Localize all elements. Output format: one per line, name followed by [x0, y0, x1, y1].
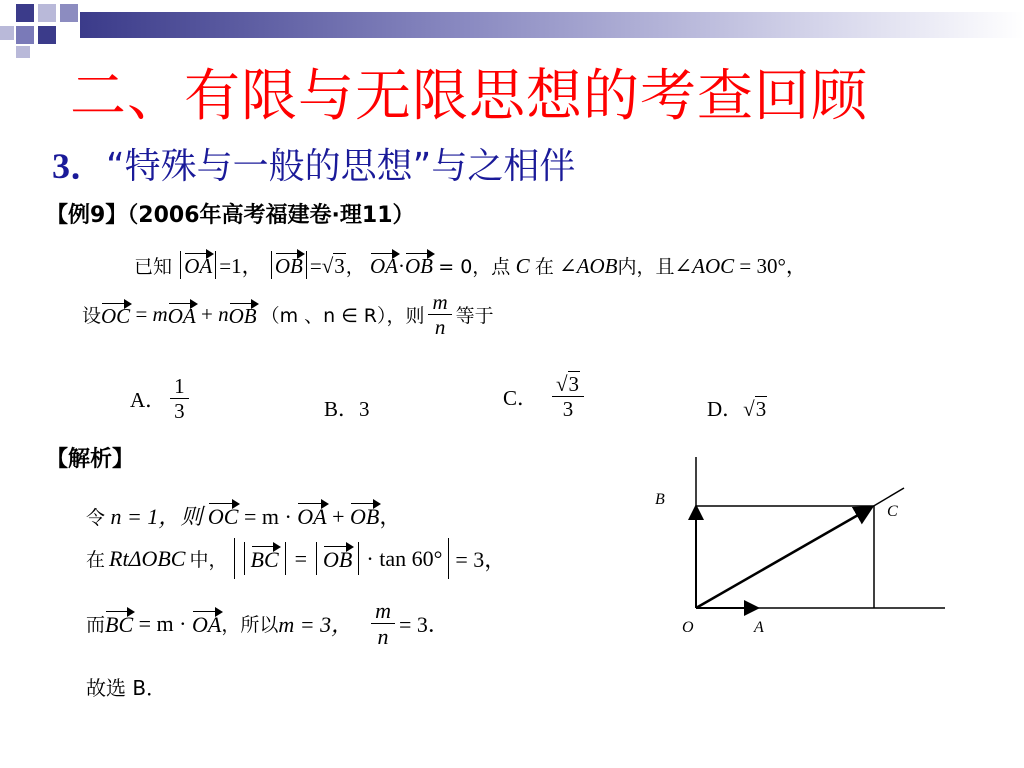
section-text: “特殊与一般的思想”与之相伴	[106, 146, 576, 187]
vector-ob: OB	[405, 251, 433, 279]
solution-text: 令	[86, 507, 106, 529]
example-label: 【例9】（2006年高考福建卷·理11）	[46, 203, 415, 228]
solution-text: m = 3，	[278, 612, 354, 638]
fraction-numerator: m	[371, 598, 395, 624]
page-title: 二、有限与无限思想的考查回顾	[70, 64, 868, 129]
problem-text: ，	[345, 256, 365, 278]
label-b: B	[655, 491, 665, 508]
problem-text: = 30°，	[739, 254, 807, 278]
fraction-numerator: 1	[170, 374, 189, 399]
problem-text: =	[135, 302, 148, 327]
abs-oa	[180, 251, 216, 279]
option-label: D．	[707, 397, 744, 421]
option-c	[503, 372, 588, 421]
option-label: B．	[324, 397, 360, 421]
solution-text: n = 1，则	[110, 504, 203, 529]
problem-text: 内，且	[617, 256, 675, 278]
square-icon	[38, 26, 56, 44]
analysis-label: 【解析】	[46, 447, 135, 472]
option-label: C．	[503, 385, 539, 410]
solution-text: 在	[86, 549, 106, 571]
solution-text: =	[294, 545, 308, 571]
vector-oc: OC	[101, 301, 130, 329]
square-icon	[16, 26, 34, 44]
vector-bc: BC	[105, 609, 133, 638]
fraction-denominator: 3	[174, 399, 185, 424]
abs-ob	[271, 251, 307, 279]
var-n: n	[218, 302, 229, 327]
square-icon	[16, 4, 34, 22]
option-label: A．	[130, 387, 167, 412]
solution-text: 而	[86, 614, 106, 637]
fraction-denominator: 3	[562, 397, 574, 422]
vector-oa: OA	[184, 251, 212, 279]
problem-text: ·	[398, 254, 405, 278]
problem-text: =	[309, 254, 322, 278]
solution-text: 中，	[189, 549, 228, 571]
fraction-denominator: n	[434, 315, 446, 340]
section-subtitle	[52, 138, 575, 189]
sqrt-radicand: 3	[755, 397, 767, 421]
problem-text: （m 、n ∈ R），则	[260, 305, 425, 328]
sqrt-radicand: 3	[334, 254, 345, 278]
problem-text: = 0，点	[438, 256, 511, 278]
solution-text: ，	[379, 504, 402, 529]
problem-text: 等于	[455, 305, 494, 328]
solution-text: ，所以	[221, 614, 279, 637]
vector-oa: OA	[297, 501, 326, 530]
problem-line-2	[82, 290, 494, 339]
problem-text: =1，	[219, 254, 263, 278]
option-a-fraction	[170, 374, 189, 423]
triangle-obc: RtΔOBC	[109, 545, 186, 571]
label-c: C	[887, 503, 898, 520]
square-icon	[16, 46, 30, 58]
corner-squares-decoration	[0, 0, 90, 60]
option-c-fraction	[552, 372, 584, 421]
vector-oa: OA	[370, 251, 398, 279]
angle-aoc: ∠AOC	[674, 254, 735, 278]
angle-aob: ∠AOB	[559, 254, 618, 278]
option-d	[707, 393, 767, 423]
vector-ob: OB	[229, 301, 257, 329]
section-number: 3．	[52, 146, 107, 186]
vector-oa: OA	[168, 301, 196, 329]
problem-text: +	[200, 302, 213, 327]
solution-line-3	[86, 598, 450, 650]
fraction-denominator: n	[377, 624, 389, 650]
solution-line-4: 故选 B．	[86, 676, 167, 700]
solution-line-2	[86, 538, 506, 579]
abs-ob	[316, 542, 359, 575]
vector-ob: OB	[350, 501, 379, 530]
solution-text: · tan 60°	[366, 545, 443, 571]
problem-text: 已知	[134, 256, 173, 278]
vector-oa: OA	[192, 609, 221, 638]
vector-ob: OB	[323, 544, 352, 573]
square-icon	[60, 4, 78, 22]
problem-text: 设	[82, 305, 102, 328]
problem-text: 在	[534, 256, 554, 278]
solution-text: = 3，	[455, 547, 507, 572]
vector-bc: BC	[251, 544, 279, 573]
geometry-figure	[650, 455, 950, 655]
abs-expression	[234, 538, 450, 579]
option-value: 3	[359, 397, 370, 421]
label-o: O	[682, 619, 694, 636]
solution-text: +	[332, 504, 345, 529]
sqrt-radicand: 3	[568, 372, 580, 396]
sqrt-expression: √3	[321, 254, 345, 278]
vector-oc: OC	[208, 501, 239, 530]
solution-text: = m ·	[243, 504, 292, 529]
solution-text: = m ·	[138, 610, 187, 636]
abs-bc	[244, 542, 286, 575]
square-icon	[0, 26, 14, 40]
label-a: A	[754, 619, 764, 636]
solution-text: = 3．	[398, 612, 450, 638]
vector-oc-arrow	[696, 507, 872, 608]
option-b	[324, 393, 370, 423]
var-m: m	[152, 302, 168, 327]
problem-line-1	[134, 250, 807, 280]
point-c: C	[515, 254, 530, 278]
fraction-m-n	[428, 290, 451, 339]
solution-line-1	[86, 500, 401, 531]
fraction-numerator: √3	[552, 372, 584, 397]
header-gradient-bar	[80, 12, 1024, 38]
sqrt-expression: √3	[743, 397, 767, 421]
square-icon	[38, 4, 56, 22]
option-a	[130, 374, 193, 423]
fraction-m-n	[371, 598, 395, 650]
vector-ob: OB	[275, 251, 303, 279]
fraction-numerator: m	[428, 290, 451, 315]
